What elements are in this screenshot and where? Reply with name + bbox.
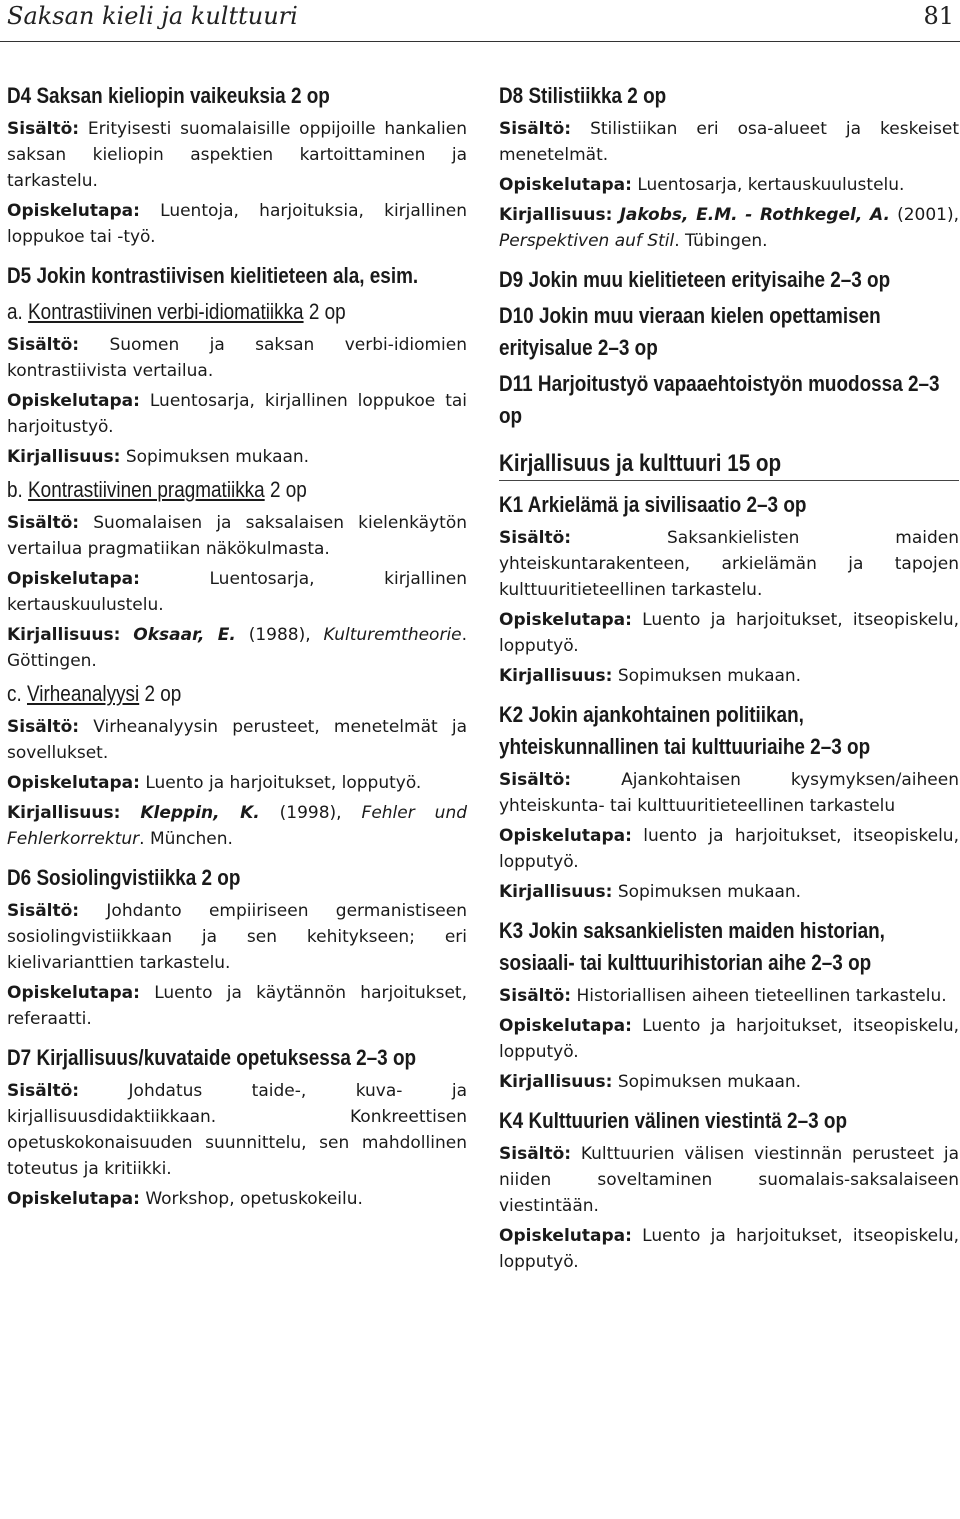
subcourse-heading-a: a. Kontrastiivinen verbi-idiomatiikka 2 op: [7, 299, 346, 324]
course-content: Sisältö: Ajankohtaisen kysymyksen/aiheen yhteiskunta- tai kulttuuritieteellinen tarkastelu: [499, 770, 959, 816]
course-literature: Kirjallisuus: Sopimuksen mukaan.: [499, 666, 802, 686]
course-literature: Kirjallisuus: Kleppin, K. (1998), Fehler und Fehlerkorrektur. München.: [7, 803, 468, 849]
course-k2: [499, 699, 959, 905]
subcourse-heading-b: b. Kontrastiivinen pragmatiikka 2 op: [7, 477, 307, 502]
course-heading: D4 Saksan kieliopin vaikeuksia 2 op: [7, 83, 330, 108]
course-literature: Kirjallisuus: Sopimuksen mukaan.: [499, 1072, 802, 1092]
course-method: Opiskelutapa: Luentosarja, kirjallinen loppukoe tai harjoitustyö.: [7, 391, 468, 437]
course-content: Sisältö: Saksankielisten maiden yhteiskuntarakenteen, arkielämän ja tapojen kulttuuritieteellinen tarkastelu.: [499, 528, 959, 600]
course-d9-heading: D9 Jokin muu kielitieteen erityisaihe 2–3 op: [499, 267, 891, 292]
course-method: Opiskelutapa: Luento ja käytännön harjoitukset, referaatti.: [7, 983, 467, 1029]
course-literature: Kirjallisuus: Jakobs, E.M. - Rothkegel, A. (2001), Perspektiven auf Stil. Tübingen.: [499, 205, 960, 251]
course-literature: Kirjallisuus: Oksaar, E. (1988), Kulturemtheorie. Göttingen.: [7, 625, 468, 671]
course-k3: [499, 915, 959, 1095]
course-method: Opiskelutapa: Luentoja, harjoituksia, kirjallinen loppukoe tai -työ.: [7, 201, 467, 247]
course-method: Opiskelutapa: luento ja harjoitukset, itseopiskelu, lopputyö.: [499, 826, 959, 872]
course-content: Sisältö: Suomalaisen ja saksalaisen kielenkäytön vertailua pragmatiikan näkökulmasta.: [7, 513, 467, 559]
course-heading: D5 Jokin kontrastiivisen kielitieteen ala, esim.: [7, 263, 419, 288]
course-heading: K2 Jokin ajankohtainen politiikan, yhteiskunnallinen tai kulttuuriaihe 2–3 op: [499, 702, 871, 759]
right-column: [499, 80, 959, 1275]
course-d7: [7, 1042, 467, 1212]
running-title: Saksan kieli ja kulttuuri: [7, 2, 298, 30]
course-method: Opiskelutapa: Luento ja harjoitukset, lopputyö.: [7, 773, 422, 793]
course-k1: [499, 489, 959, 689]
course-heading: D6 Sosiolingvistiikka 2 op: [7, 865, 241, 890]
subcourse-heading-c: c. Virheanalyysi 2 op: [7, 681, 182, 706]
course-heading: K3 Jokin saksankielisten maiden historian, sosiaali- tai kulttuurihistorian aihe 2–3 op: [499, 918, 885, 975]
course-content: Sisältö: Kulttuurien välisen viestinnän perusteet ja niiden soveltaminen suomalais-saksalaiseen viestintään.: [499, 1144, 960, 1216]
course-content: Sisältö: Virheanalyysin perusteet, menetelmät ja sovellukset.: [7, 717, 467, 763]
course-heading: K1 Arkielämä ja sivilisaatio 2–3 op: [499, 492, 807, 517]
course-d11-heading: D11 Harjoitustyö vapaaehtoistyön muodossa 2–3 op: [499, 371, 940, 428]
course-method: Opiskelutapa: Luento ja harjoitukset, itseopiskelu, lopputyö.: [499, 1016, 960, 1062]
course-content: Sisältö: Historiallisen aiheen tieteellinen tarkastelu.: [499, 986, 947, 1006]
course-heading: D8 Stilistiikka 2 op: [499, 83, 667, 108]
section-heading: Kirjallisuus ja kulttuuri 15 op: [499, 450, 782, 477]
course-method: Opiskelutapa: Workshop, opetuskokeilu.: [7, 1189, 363, 1209]
course-d8: [499, 80, 959, 254]
left-column: [7, 80, 467, 1212]
course-method: Opiskelutapa: Luentosarja, kirjallinen kertauskuulustelu.: [7, 569, 467, 615]
course-content: Sisältö: Johdanto empiiriseen germanistiseen sosiolingvistiikkaan ja sen kehitykseen; eri kielivarianttien tarkastelu.: [7, 901, 467, 973]
course-literature: Kirjallisuus: Sopimuksen mukaan.: [499, 882, 802, 902]
course-literature: Kirjallisuus: Sopimuksen mukaan.: [7, 447, 310, 467]
course-d4: [7, 80, 467, 250]
course-method: Opiskelutapa: Luento ja harjoitukset, itseopiskelu, lopputyö.: [499, 1226, 960, 1272]
page-header: [0, 0, 960, 42]
course-heading: K4 Kulttuurien välinen viestintä 2–3 op: [499, 1108, 848, 1133]
section-rule: [499, 480, 959, 481]
course-d5: [7, 260, 467, 852]
course-d10-heading: D10 Jokin muu vieraan kielen opettamisen erityisalue 2–3 op: [499, 303, 881, 360]
course-method: Opiskelutapa: Luentosarja, kertauskuulustelu.: [499, 175, 905, 195]
course-content: Sisältö: Stilistiikan eri osa-alueet ja keskeiset menetelmät.: [499, 119, 959, 165]
course-d6: [7, 862, 467, 1032]
course-content: Sisältö: Johdatus taide-, kuva- ja kirjallisuusdidaktiikkaan. Konkreettisen opetuskokonaisuuden suunnittelu, sen mahdollinen toteutus ja kritiikki.: [7, 1081, 468, 1179]
course-k4: [499, 1105, 959, 1275]
course-heading: D7 Kirjallisuus/kuvataide opetuksessa 2–3 op: [7, 1045, 417, 1070]
course-content: Sisältö: Suomen ja saksan verbi-idiomien kontrastiivista vertailua.: [7, 335, 468, 381]
page-number: 81: [923, 2, 954, 30]
course-method: Opiskelutapa: Luento ja harjoitukset, itseopiskelu, lopputyö.: [499, 610, 960, 656]
course-content: Sisältö: Erityisesti suomalaisille oppijoille hankalien saksan kieliopin aspektien kartoittaminen ja tarkastelu.: [7, 119, 468, 191]
